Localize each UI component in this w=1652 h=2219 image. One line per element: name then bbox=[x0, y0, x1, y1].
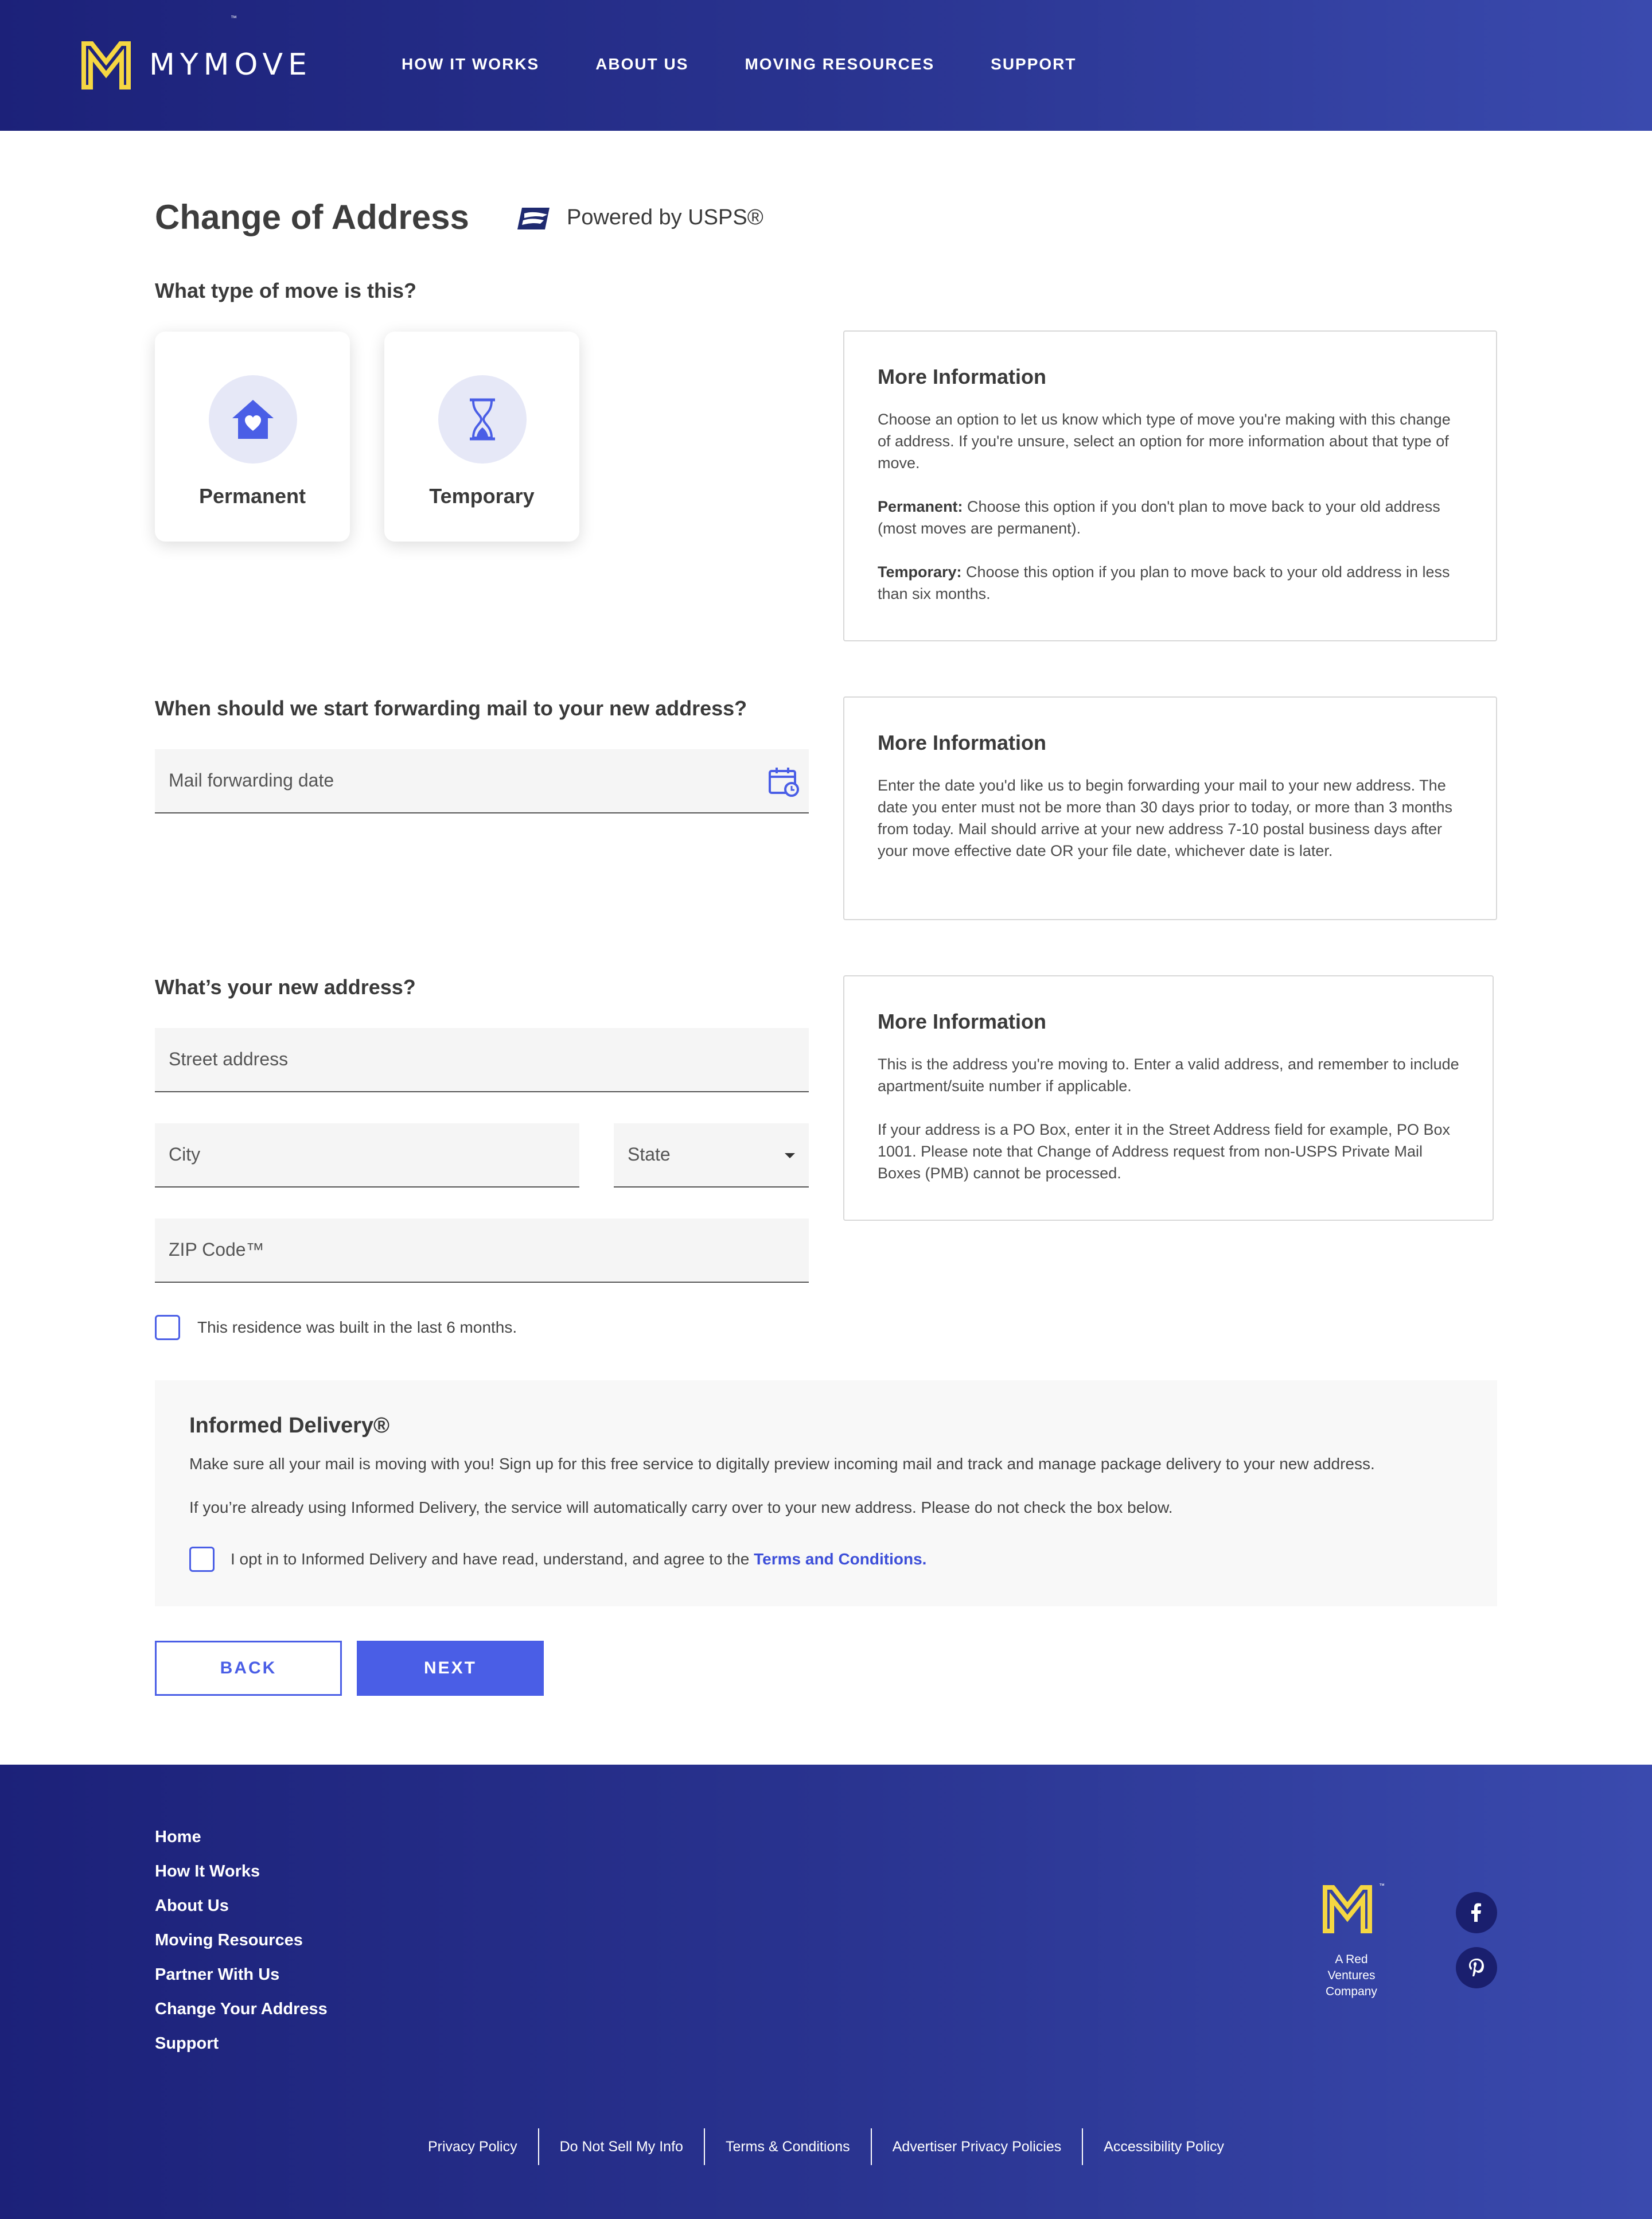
opt-in-text: I opt in to Informed Delivery and have read, understand, and agree to the bbox=[231, 1550, 754, 1568]
pinterest-icon bbox=[1466, 1957, 1487, 1978]
legal-accessibility-policy[interactable]: Accessibility Policy bbox=[1104, 2139, 1224, 2155]
facebook-icon bbox=[1466, 1902, 1487, 1923]
house-heart-icon-bg bbox=[209, 375, 297, 464]
zip-code-field[interactable] bbox=[155, 1218, 809, 1283]
forwarding-question: When should we start forwarding mail to your new address? bbox=[155, 696, 747, 720]
info-temporary bbox=[878, 561, 1463, 605]
calendar-icon[interactable] bbox=[767, 765, 800, 797]
info-address-p1: This is the address you're moving to. Enter a valid address, and remember to include apartment/suite number if applicable. bbox=[878, 1056, 1459, 1095]
new-residence-checkbox[interactable] bbox=[155, 1315, 180, 1340]
move-option-permanent[interactable] bbox=[155, 332, 350, 542]
nav-about-us[interactable]: ABOUT US bbox=[595, 55, 689, 73]
legal-do-not-sell[interactable]: Do Not Sell My Info bbox=[539, 2128, 705, 2165]
powered-by-usps: Powered by USPS® bbox=[567, 205, 763, 229]
street-address-field[interactable] bbox=[155, 1028, 809, 1092]
street-address-placeholder: Street address bbox=[169, 1049, 289, 1069]
next-button[interactable]: NEXT bbox=[357, 1641, 544, 1696]
state-placeholder: State bbox=[628, 1144, 671, 1165]
info-forwarding-text: Enter the date you'd like us to begin forwarding your mail to your new address. The date you enter must not be more than 30 days prior to today, or more than 3 months from today. Mail should arrive at your new address 7-10 postal business days after your move effective date OR your file date, whichever date is later. bbox=[878, 777, 1453, 859]
hourglass-icon-bg bbox=[438, 375, 527, 464]
brand-name: MYMOVE bbox=[149, 48, 312, 82]
footer-link-support[interactable]: Support bbox=[155, 2034, 219, 2053]
mail-forwarding-date-placeholder: Mail forwarding date bbox=[169, 770, 334, 791]
pinterest-button[interactable] bbox=[1456, 1947, 1497, 1988]
chevron-down-icon bbox=[785, 1153, 795, 1158]
move-option-temporary[interactable] bbox=[384, 332, 579, 542]
footer-brand-tm: ™ bbox=[1379, 1883, 1385, 1889]
facebook-button[interactable] bbox=[1456, 1892, 1497, 1933]
address-question: What’s your new address? bbox=[155, 975, 416, 999]
move-type-question: What type of move is this? bbox=[155, 279, 417, 302]
hourglass-icon bbox=[459, 396, 505, 442]
informed-delivery-title: Informed Delivery® bbox=[189, 1414, 389, 1438]
footer-link-change-your-address[interactable]: Change Your Address bbox=[155, 2000, 328, 2018]
footer-link-home[interactable]: Home bbox=[155, 1828, 201, 1846]
informed-delivery-panel bbox=[155, 1380, 1497, 1606]
mymove-m-icon bbox=[80, 39, 132, 91]
info-box-move-type bbox=[843, 330, 1497, 641]
red-ventures-company: A Red Ventures Company bbox=[1326, 1953, 1377, 1998]
site-footer bbox=[0, 1765, 1652, 2219]
site-header bbox=[0, 0, 1652, 131]
legal-privacy-policy[interactable]: Privacy Policy bbox=[407, 2128, 539, 2165]
footer-link-about-us[interactable]: About Us bbox=[155, 1897, 229, 1915]
back-button[interactable]: BACK bbox=[155, 1641, 342, 1696]
info-title: More Information bbox=[878, 365, 1046, 388]
info-temporary-text: Choose this option if you plan to move back to your old address in less than six months. bbox=[878, 563, 1450, 602]
info-move-type-intro: Choose an option to let us know which type of move you're making with this change of address. If you're unsure, select an option for more information about that type of move. bbox=[878, 411, 1451, 472]
info-permanent-label: Permanent: bbox=[878, 498, 963, 515]
info-permanent bbox=[878, 496, 1463, 539]
terms-and-conditions-link[interactable]: Terms and Conditions. bbox=[754, 1550, 927, 1568]
city-placeholder: City bbox=[169, 1144, 201, 1165]
footer-link-partner-with-us[interactable]: Partner With Us bbox=[155, 1965, 280, 1984]
usps-eagle-icon bbox=[516, 207, 551, 231]
mail-forwarding-date-field[interactable] bbox=[155, 749, 809, 813]
mymove-footer-logo-icon[interactable] bbox=[1322, 1883, 1373, 1934]
info-temporary-label: Temporary: bbox=[878, 563, 962, 581]
info-permanent-text: Choose this option if you don't plan to move back to your old address (most moves are permanent). bbox=[878, 498, 1440, 537]
page-title: Change of Address bbox=[155, 198, 469, 236]
info-title: More Information bbox=[878, 731, 1046, 754]
informed-delivery-p2: If you’re already using Informed Delivery, the service will automatically carry over to your new address. Please do not check the box below. bbox=[189, 1498, 1173, 1516]
footer-link-how-it-works[interactable]: How It Works bbox=[155, 1862, 260, 1881]
informed-delivery-p1: Make sure all your mail is moving with you! Sign up for this free service to digitally preview incoming mail and track and manage package delivery to your new address. bbox=[189, 1455, 1375, 1473]
info-box-address bbox=[843, 975, 1494, 1221]
info-title: More Information bbox=[878, 1010, 1046, 1033]
city-field[interactable] bbox=[155, 1123, 579, 1188]
nav-support[interactable]: SUPPORT bbox=[991, 55, 1077, 73]
footer-link-moving-resources[interactable]: Moving Resources bbox=[155, 1931, 303, 1949]
footer-links bbox=[155, 1827, 328, 2068]
informed-delivery-checkbox[interactable] bbox=[189, 1547, 215, 1572]
house-heart-icon bbox=[230, 396, 276, 442]
info-box-forwarding bbox=[843, 696, 1497, 920]
nav-moving-resources[interactable]: MOVING RESOURCES bbox=[745, 55, 935, 73]
new-residence-label: This residence was built in the last 6 months. bbox=[197, 1318, 517, 1336]
legal-advertiser-privacy[interactable]: Advertiser Privacy Policies bbox=[872, 2128, 1084, 2165]
state-select[interactable] bbox=[614, 1123, 809, 1188]
legal-terms-conditions[interactable]: Terms & Conditions bbox=[705, 2128, 872, 2165]
mymove-logo[interactable] bbox=[80, 39, 312, 91]
main-nav bbox=[402, 55, 1133, 73]
move-option-permanent-label: Permanent bbox=[198, 484, 306, 508]
legal-links bbox=[0, 2128, 1652, 2165]
zip-code-placeholder: ZIP Code™ bbox=[169, 1239, 264, 1260]
informed-delivery-opt-in bbox=[231, 1550, 926, 1568]
nav-how-it-works[interactable]: HOW IT WORKS bbox=[402, 55, 540, 73]
brand-tm: ™ bbox=[231, 15, 237, 22]
info-address-p2: If your address is a PO Box, enter it in the Street Address field for example, PO Box 1001. Please note that Change of Address request from non-USPS Private Mail Boxes (PMB) cannot be processed. bbox=[878, 1121, 1450, 1182]
move-option-temporary-label: Temporary bbox=[429, 484, 535, 508]
